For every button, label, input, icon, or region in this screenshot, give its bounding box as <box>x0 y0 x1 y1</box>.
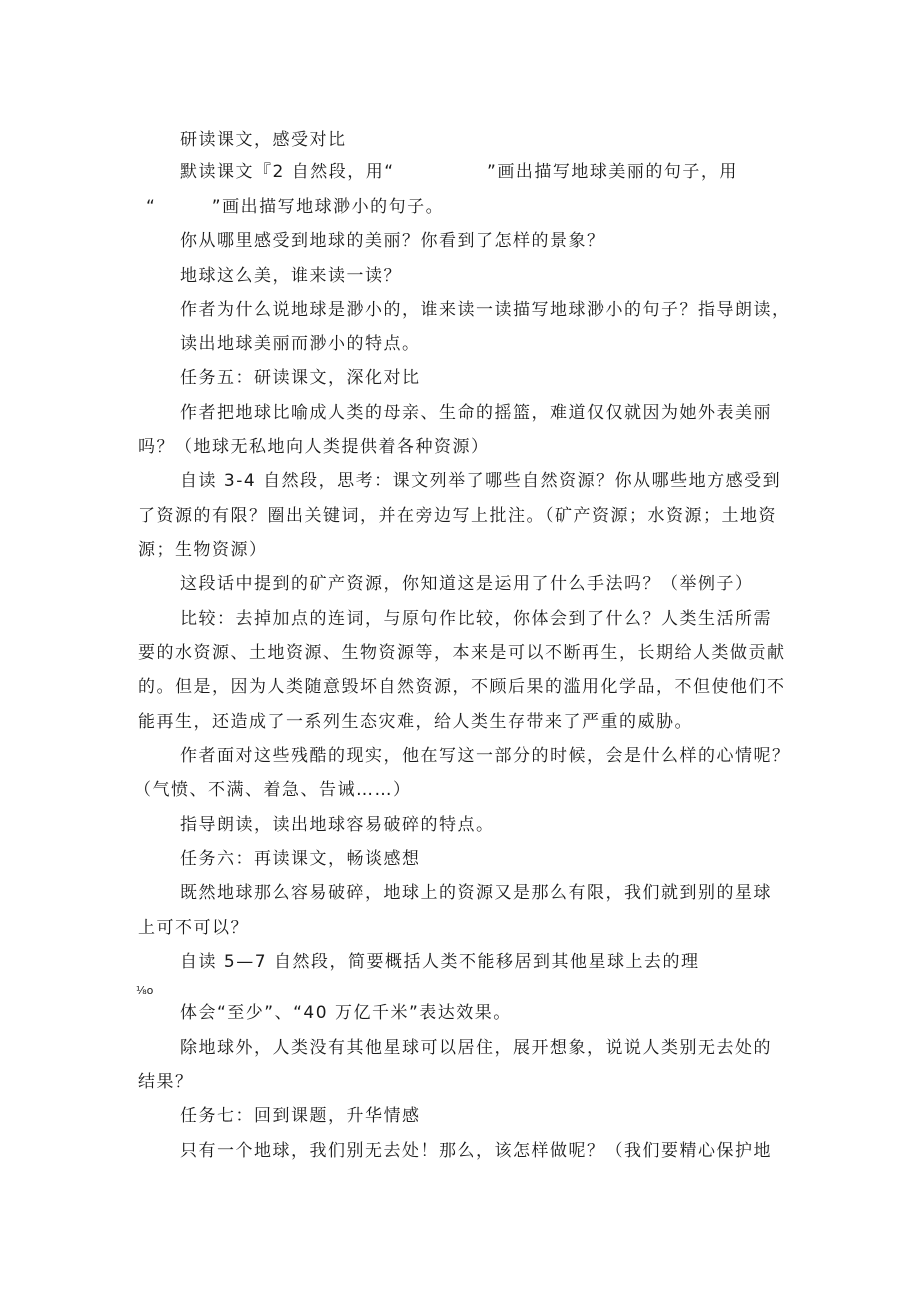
text-line: 作者为什么说地球是渺小的，谁来读一读描写地球渺小的句子？指导朗读， <box>180 300 791 320</box>
text-line: 的。但是，因为人类随意毁坏自然资源，不顾后果的滥用化学品，不但使他们不 <box>138 677 786 697</box>
text-line: 体会“至少”、“40 万亿千米”表达效果。 <box>180 1003 512 1023</box>
text-line: 要的水资源、土地资源、生物资源等，本来是可以不断再生，长期给人类做贡献 <box>138 643 786 663</box>
text-line: 上可不可以？ <box>138 918 249 938</box>
text-fragment: ⅛o <box>136 984 154 997</box>
text-line: 吗？（地球无私地向人类提供着各种资源） <box>138 437 490 457</box>
text-line: 既然地球那么容易破碎，地球上的资源又是那么有限，我们就到别的星球 <box>180 883 772 903</box>
text-line: 自读 3-4 自然段，思考：课文列举了哪些自然资源？你从哪些地方感受到 <box>180 471 782 491</box>
text-line: 比较：去掉加点的连词，与原句作比较，你体会到了什么？人类生活所需 <box>180 609 772 629</box>
text-line: 默读课文『2 自然段，用“ ”画出描写地球美丽的句子，用 <box>180 162 738 182</box>
text-line: 这段话中提到的矿产资源，你知道这是运用了什么手法吗？（举例子） <box>180 574 754 594</box>
text-line: 自读 5—7 自然段，简要概括人类不能移居到其他星球上去的理 <box>180 952 700 972</box>
section-heading: 任务五：研读课文，深化对比 <box>180 368 421 388</box>
text-line: 作者面对这些残酷的现实，他在写这一部分的时候，会是什么样的心情呢？ <box>180 746 791 766</box>
text-line: 只有一个地球，我们别无去处！那么，该怎样做呢？（我们要精心保护地 <box>180 1141 772 1161</box>
text-line: 源；生物资源） <box>138 540 268 560</box>
text-line: （气愤、不满、着急、告诫……） <box>134 780 412 800</box>
text-line: “ ”画出描写地球渺小的句子。 <box>146 197 445 217</box>
text-line: 能再生，还造成了一系列生态灾难，给人类生存带来了严重的威胁。 <box>138 712 693 732</box>
text-line: 你从哪里感受到地球的美丽？你看到了怎样的景象？ <box>180 231 606 251</box>
section-heading: 任务六：再读课文，畅谈感想 <box>180 849 421 869</box>
section-heading: 任务七：回到课题，升华情感 <box>180 1106 421 1126</box>
text-line: 地球这么美，谁来读一读？ <box>180 266 402 286</box>
text-line: 作者把地球比喻成人类的母亲、生命的摇篮，难道仅仅就因为她外表美丽 <box>180 403 772 423</box>
text-line: 研读课文，感受对比 <box>180 130 347 150</box>
text-line: 读出地球美丽而渺小的特点。 <box>180 334 421 354</box>
text-line: 了资源的有限？圈出关键词，并在旁边写上批注。（矿产资源；水资源；土地资 <box>138 506 777 526</box>
text-line: 除地球外，人类没有其他星球可以居住，展开想象，说说人类别无去处的 <box>180 1038 772 1058</box>
text-line: 结果？ <box>138 1072 194 1092</box>
text-line: 指导朗读，读出地球容易破碎的特点。 <box>180 815 495 835</box>
